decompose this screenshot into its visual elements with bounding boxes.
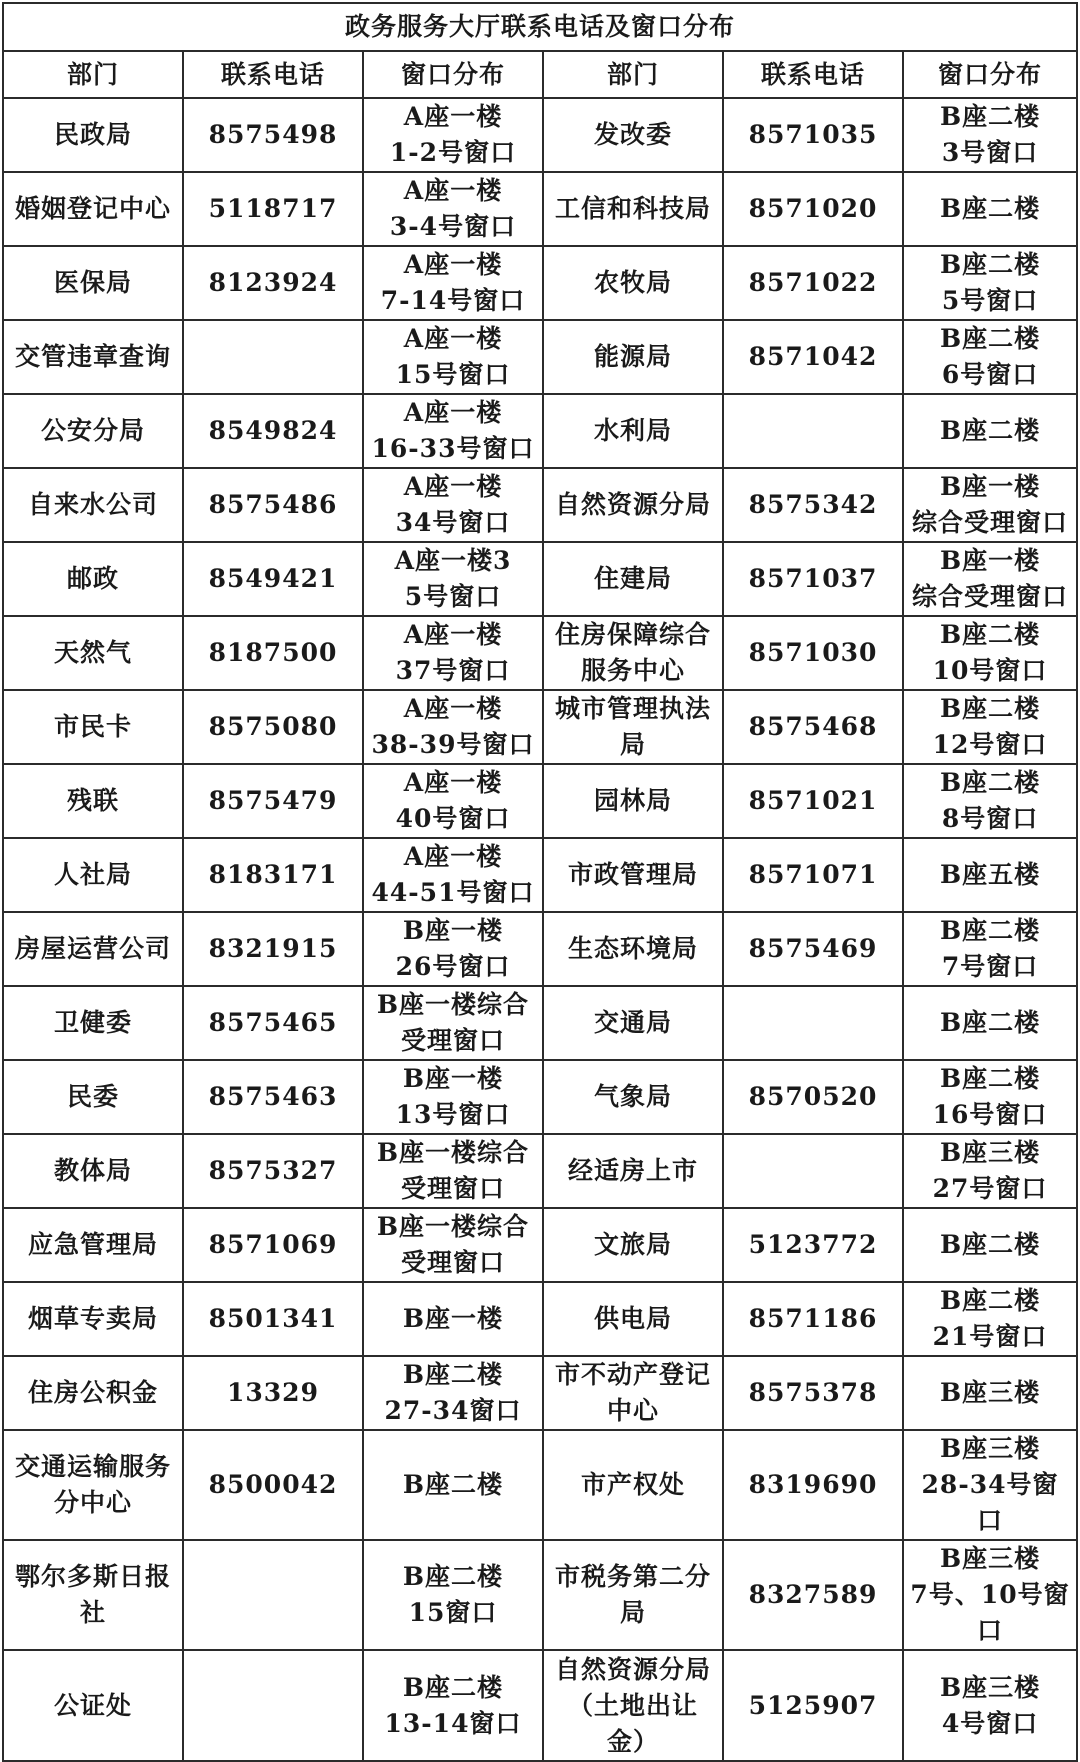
department-cell: 医保局 <box>3 246 183 320</box>
phone-cell: 8321915 <box>183 912 363 986</box>
phone-cell: 8571022 <box>723 246 903 320</box>
window-location-line: 6号窗口 <box>941 360 1039 389</box>
department-cell: 公安分局 <box>3 394 183 468</box>
window-location-line: B座二楼 <box>939 768 1041 797</box>
window-location-line: A座一楼 <box>403 768 503 797</box>
department-cell: 公证处 <box>3 1650 183 1761</box>
phone-cell: 8327589 <box>723 1540 903 1650</box>
phone-cell: 8571020 <box>723 172 903 246</box>
header-row <box>3 51 1077 98</box>
phone-cell: 8575080 <box>183 690 363 764</box>
window-location-line: B座二楼 <box>939 620 1041 649</box>
window-location-line: 37号窗口 <box>395 656 511 685</box>
department-cell: 能源局 <box>543 320 723 394</box>
window-cell <box>903 764 1077 838</box>
phone-cell: 8571186 <box>723 1282 903 1356</box>
table-row <box>3 616 1077 690</box>
window-cell <box>363 1060 543 1134</box>
phone-cell: 8183171 <box>183 838 363 912</box>
window-location-line: B座二楼 <box>402 1360 504 1389</box>
phone-cell: 8575465 <box>183 986 363 1060</box>
window-location-line: 13号窗口 <box>395 1100 511 1129</box>
window-location-line: B座二楼 <box>939 324 1041 353</box>
table-row <box>3 1208 1077 1282</box>
window-location-line: B座二楼 <box>402 1672 504 1702</box>
table-row <box>3 246 1077 320</box>
phone-cell: 13329 <box>183 1356 363 1430</box>
window-location-line: 13-14窗口 <box>384 1708 522 1738</box>
window-location-line: B座二楼 <box>939 194 1041 223</box>
window-cell <box>363 1134 543 1208</box>
window-location-line: B座五楼 <box>939 860 1041 889</box>
phone-cell: 8549421 <box>183 542 363 616</box>
window-cell <box>903 690 1077 764</box>
phone-cell: 8575498 <box>183 98 363 172</box>
table-row <box>3 1282 1077 1356</box>
window-cell <box>363 690 543 764</box>
window-location-line: 受理窗口 <box>400 1026 505 1055</box>
window-location-line: 5号窗口 <box>941 286 1039 315</box>
phone-cell <box>183 320 363 394</box>
window-location-line: B座三楼 <box>939 1672 1041 1702</box>
window-cell <box>363 1282 543 1356</box>
window-location-line: B座三楼 <box>939 1138 1041 1167</box>
window-cell <box>903 1282 1077 1356</box>
phone-cell: 8575479 <box>183 764 363 838</box>
phone-cell: 8123924 <box>183 246 363 320</box>
window-location-line: 15窗口 <box>408 1598 498 1627</box>
table-title: 政务服务大厅联系电话及窗口分布 <box>3 3 1077 51</box>
department-cell: 民政局 <box>3 98 183 172</box>
phone-cell: 8187500 <box>183 616 363 690</box>
window-cell <box>903 98 1077 172</box>
table-row <box>3 1356 1077 1430</box>
header-phone-2: 联系电话 <box>723 51 903 98</box>
window-cell <box>363 764 543 838</box>
window-cell <box>363 246 543 320</box>
department-cell: 市民卡 <box>3 690 183 764</box>
table-row <box>3 1650 1077 1761</box>
department-cell: 人社局 <box>3 838 183 912</box>
contact-table <box>2 2 1078 1762</box>
department-cell: 房屋运营公司 <box>3 912 183 986</box>
department-cell: 自然资源分局 <box>543 468 723 542</box>
window-cell <box>903 1650 1077 1761</box>
window-location-line: B座二楼 <box>939 916 1041 945</box>
department-cell: 气象局 <box>543 1060 723 1134</box>
window-cell <box>903 394 1077 468</box>
department-cell: 鄂尔多斯日报社 <box>3 1540 183 1650</box>
department-cell: 婚姻登记中心 <box>3 172 183 246</box>
window-cell <box>363 394 543 468</box>
department-cell: 水利局 <box>543 394 723 468</box>
window-cell <box>363 172 543 246</box>
department-cell: 交通局 <box>543 986 723 1060</box>
window-location-line: B座二楼 <box>939 1286 1041 1315</box>
window-location-line: B座一楼综合 <box>376 1212 530 1241</box>
window-location-line: A座一楼3 <box>394 546 512 575</box>
department-cell: 文旅局 <box>543 1208 723 1282</box>
department-cell: 城市管理执法局 <box>543 690 723 764</box>
window-cell <box>363 912 543 986</box>
window-cell <box>363 320 543 394</box>
header-dept-2: 部门 <box>543 51 723 98</box>
window-cell <box>903 1134 1077 1208</box>
header-phone-1: 联系电话 <box>183 51 363 98</box>
table-row <box>3 1540 1077 1650</box>
department-cell: 教体局 <box>3 1134 183 1208</box>
window-location-line: 44-51号窗口 <box>371 878 535 907</box>
window-cell <box>363 1430 543 1540</box>
department-cell: 供电局 <box>543 1282 723 1356</box>
window-cell <box>903 1540 1077 1650</box>
department-cell: 住建局 <box>543 542 723 616</box>
window-cell <box>363 616 543 690</box>
table-row <box>3 1060 1077 1134</box>
window-location-line: B座二楼 <box>939 1064 1041 1093</box>
phone-cell: 8500042 <box>183 1430 363 1540</box>
window-location-line: B座一楼 <box>402 1064 504 1093</box>
window-location-line: B座一楼综合 <box>376 990 530 1019</box>
window-location-line: B座一楼 <box>402 1304 504 1333</box>
window-location-line: B座二楼 <box>402 1562 504 1591</box>
department-cell: 市政管理局 <box>543 838 723 912</box>
phone-cell: 5125907 <box>723 1650 903 1761</box>
window-cell <box>363 1208 543 1282</box>
window-location-line: 15号窗口 <box>395 360 511 389</box>
table-row <box>3 986 1077 1060</box>
table-row <box>3 394 1077 468</box>
department-cell: 发改委 <box>543 98 723 172</box>
window-location-line: A座一楼 <box>403 250 503 279</box>
window-cell <box>903 912 1077 986</box>
window-location-line: 34号窗口 <box>395 508 511 537</box>
table-row <box>3 838 1077 912</box>
window-location-line: A座一楼 <box>403 324 503 353</box>
phone-cell <box>723 394 903 468</box>
phone-cell: 8575342 <box>723 468 903 542</box>
window-cell <box>363 1356 543 1430</box>
window-location-line: 1-2号窗口 <box>389 138 517 167</box>
department-cell: 邮政 <box>3 542 183 616</box>
department-cell: 生态环境局 <box>543 912 723 986</box>
table-row <box>3 764 1077 838</box>
department-cell: 住房公积金 <box>3 1356 183 1430</box>
department-cell: 住房保障综合服务中心 <box>543 616 723 690</box>
window-location-line: 7-14号窗口 <box>380 286 526 315</box>
window-location-line: B座二楼 <box>939 416 1041 445</box>
window-cell <box>363 542 543 616</box>
window-cell <box>903 246 1077 320</box>
window-location-line: B座一楼 <box>939 472 1041 501</box>
table-row <box>3 1134 1077 1208</box>
phone-cell: 8575378 <box>723 1356 903 1430</box>
department-cell: 市税务第二分局 <box>543 1540 723 1650</box>
window-cell <box>363 1540 543 1650</box>
phone-cell: 8571069 <box>183 1208 363 1282</box>
department-cell: 市不动产登记中心 <box>543 1356 723 1430</box>
window-location-line: 受理窗口 <box>400 1248 505 1277</box>
department-cell: 自然资源分局（土地出让金） <box>543 1650 723 1761</box>
department-cell: 交管违章查询 <box>3 320 183 394</box>
phone-cell: 8571021 <box>723 764 903 838</box>
window-cell <box>903 542 1077 616</box>
table-row <box>3 172 1077 246</box>
window-cell <box>903 1208 1077 1282</box>
department-cell: 卫健委 <box>3 986 183 1060</box>
window-location-line: B座一楼 <box>402 916 504 945</box>
table-row <box>3 1430 1077 1540</box>
table-row <box>3 320 1077 394</box>
window-location-line: 8号窗口 <box>941 804 1039 833</box>
window-location-line: 综合受理窗口 <box>912 582 1069 611</box>
department-cell: 交通运输服务分中心 <box>3 1430 183 1540</box>
window-cell <box>363 838 543 912</box>
phone-cell: 8571035 <box>723 98 903 172</box>
window-location-line: 40号窗口 <box>395 804 511 833</box>
department-cell: 农牧局 <box>543 246 723 320</box>
window-cell <box>903 616 1077 690</box>
department-cell: 市产权处 <box>543 1430 723 1540</box>
window-location-line: 4号窗口 <box>941 1708 1039 1738</box>
window-cell <box>903 1430 1077 1540</box>
phone-cell: 5118717 <box>183 172 363 246</box>
window-location-line: B座二楼 <box>402 1470 504 1499</box>
table-row <box>3 912 1077 986</box>
phone-cell: 8571071 <box>723 838 903 912</box>
phone-cell: 8575468 <box>723 690 903 764</box>
window-location-line: B座三楼 <box>939 1434 1041 1463</box>
window-location-line: 综合受理窗口 <box>912 508 1069 537</box>
department-cell: 园林局 <box>543 764 723 838</box>
window-location-line: 26号窗口 <box>395 952 511 981</box>
window-location-line: A座一楼 <box>403 842 503 871</box>
window-location-line: 16号窗口 <box>932 1100 1048 1129</box>
table-row <box>3 542 1077 616</box>
phone-cell <box>723 1134 903 1208</box>
phone-cell: 5123772 <box>723 1208 903 1282</box>
window-cell <box>903 986 1077 1060</box>
header-dept-1: 部门 <box>3 51 183 98</box>
window-location-line: B座一楼 <box>939 546 1041 575</box>
phone-cell <box>183 1650 363 1761</box>
window-location-line: B座三楼 <box>939 1378 1041 1407</box>
window-cell <box>903 468 1077 542</box>
phone-cell: 8575463 <box>183 1060 363 1134</box>
window-location-line: A座一楼 <box>403 694 503 723</box>
department-cell: 天然气 <box>3 616 183 690</box>
phone-cell: 8571042 <box>723 320 903 394</box>
window-location-line: 3号窗口 <box>941 138 1039 167</box>
table-row <box>3 98 1077 172</box>
phone-cell <box>723 986 903 1060</box>
window-cell <box>363 98 543 172</box>
window-cell <box>363 1650 543 1761</box>
window-location-line: 5号窗口 <box>404 582 502 611</box>
window-location-line: 7号、10号窗口 <box>910 1580 1070 1645</box>
window-location-line: B座二楼 <box>939 102 1041 131</box>
window-location-line: B座二楼 <box>939 1230 1041 1259</box>
window-location-line: B座二楼 <box>939 250 1041 279</box>
department-cell: 应急管理局 <box>3 1208 183 1282</box>
window-location-line: A座一楼 <box>403 620 503 649</box>
phone-cell: 8571037 <box>723 542 903 616</box>
window-location-line: 16-33号窗口 <box>371 434 535 463</box>
window-cell <box>903 1060 1077 1134</box>
window-location-line: A座一楼 <box>403 102 503 131</box>
phone-cell: 8575486 <box>183 468 363 542</box>
phone-cell <box>183 1540 363 1650</box>
phone-cell: 8549824 <box>183 394 363 468</box>
window-location-line: A座一楼 <box>403 398 503 427</box>
window-location-line: A座一楼 <box>403 472 503 501</box>
header-window-2: 窗口分布 <box>903 51 1077 98</box>
title-row <box>3 3 1077 51</box>
window-location-line: 3-4号窗口 <box>389 212 517 241</box>
window-location-line: 28-34号窗口 <box>921 1470 1059 1535</box>
window-location-line: 27-34窗口 <box>384 1396 522 1425</box>
table-row <box>3 690 1077 764</box>
window-location-line: A座一楼 <box>403 176 503 205</box>
window-location-line: 38-39号窗口 <box>371 730 535 759</box>
phone-cell: 8575327 <box>183 1134 363 1208</box>
window-location-line: 受理窗口 <box>400 1174 505 1203</box>
department-cell: 工信和科技局 <box>543 172 723 246</box>
department-cell: 经适房上市 <box>543 1134 723 1208</box>
window-location-line: 27号窗口 <box>932 1174 1048 1203</box>
window-cell <box>903 838 1077 912</box>
window-location-line: B座二楼 <box>939 694 1041 723</box>
department-cell: 烟草专卖局 <box>3 1282 183 1356</box>
window-location-line: 10号窗口 <box>932 656 1048 685</box>
window-location-line: B座二楼 <box>939 1008 1041 1037</box>
header-window-1: 窗口分布 <box>363 51 543 98</box>
window-cell <box>903 320 1077 394</box>
window-cell <box>363 468 543 542</box>
department-cell: 民委 <box>3 1060 183 1134</box>
window-location-line: 21号窗口 <box>932 1322 1048 1351</box>
window-location-line: 7号窗口 <box>941 952 1039 981</box>
window-location-line: B座一楼综合 <box>376 1138 530 1167</box>
window-location-line: 12号窗口 <box>932 730 1048 759</box>
window-cell <box>903 172 1077 246</box>
window-cell <box>903 1356 1077 1430</box>
phone-cell: 8319690 <box>723 1430 903 1540</box>
phone-cell: 8575469 <box>723 912 903 986</box>
phone-cell: 8570520 <box>723 1060 903 1134</box>
table-row <box>3 468 1077 542</box>
department-cell: 残联 <box>3 764 183 838</box>
window-cell <box>363 986 543 1060</box>
phone-cell: 8571030 <box>723 616 903 690</box>
window-location-line: B座三楼 <box>939 1544 1041 1573</box>
department-cell: 自来水公司 <box>3 468 183 542</box>
phone-cell: 8501341 <box>183 1282 363 1356</box>
